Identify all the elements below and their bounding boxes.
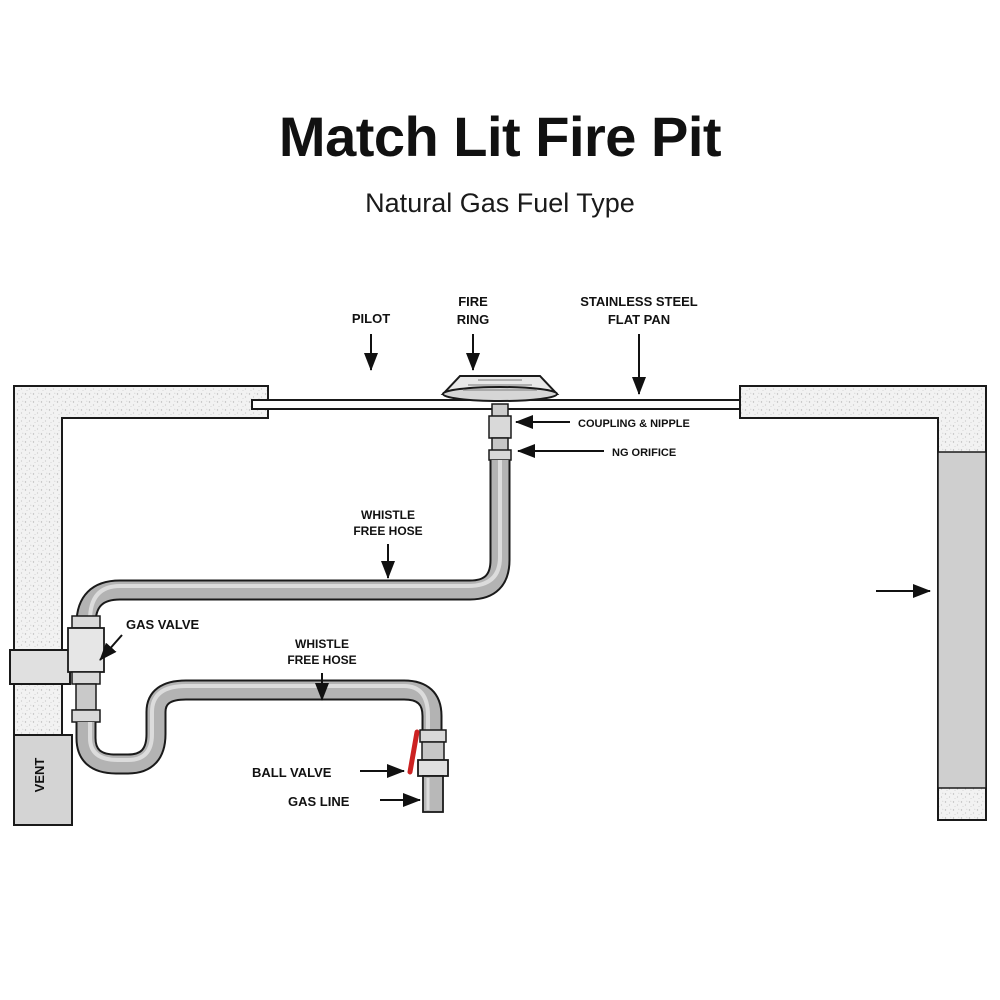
flat-pan-label-line1: STAINLESS STEEL (580, 294, 698, 309)
coupling-nipple-label: COUPLING & NIPPLE (578, 418, 690, 430)
label-whistle-free-hose-upper (353, 508, 422, 578)
right-wall-inner-liner (938, 452, 986, 788)
gas-valve-assembly (68, 616, 104, 722)
lower-hose-outline (86, 690, 432, 764)
gas-valve-body (68, 628, 104, 672)
label-gas-valve (100, 617, 200, 660)
vent-assembly (10, 650, 72, 825)
vent-duct (10, 650, 70, 684)
left-wall-masonry (14, 386, 268, 760)
whistle-hose-upper-line2: FREE HOSE (353, 524, 423, 538)
pilot-label: PILOT (351, 311, 391, 326)
whistle-hose-lower-line2: FREE HOSE (287, 653, 357, 667)
fire-ring-burner (443, 376, 557, 401)
page-subtitle: Natural Gas Fuel Type (365, 188, 635, 218)
label-flat-pan (580, 294, 698, 394)
label-coupling-nipple (516, 418, 690, 430)
label-fire-ring (457, 294, 490, 370)
fire-ring-base (443, 387, 557, 401)
label-pilot (352, 311, 390, 370)
upper-hose-highlight (90, 460, 500, 640)
ball-valve-hub (418, 760, 448, 776)
upper-hose-body (86, 460, 500, 640)
gas-line-pipe (423, 776, 443, 812)
ng-orifice-label: NG ORIFICE (612, 447, 677, 459)
ball-valve-label: BALL VALVE (252, 765, 332, 780)
ball-valve-body (422, 742, 444, 760)
orifice-collar (489, 450, 511, 460)
whistle-hose-upper-line1: WHISTLE (361, 508, 415, 522)
gas-valve-stem (76, 684, 96, 710)
gas-valve-bottom-collar (72, 672, 100, 684)
lower-whistle-free-hose (86, 686, 432, 764)
gas-line-label: GAS LINE (288, 794, 350, 809)
vent-label: VENT (32, 757, 47, 793)
gas-valve-lower-collar (72, 710, 100, 722)
upper-hose-outline (86, 460, 500, 640)
ball-valve-top-collar (420, 730, 446, 742)
label-ball-valve (252, 765, 404, 780)
ball-valve-handle[interactable] (410, 732, 417, 772)
fire-ring-label-line1: FIRE (458, 294, 488, 309)
whistle-hose-lower-line1: WHISTLE (295, 637, 349, 651)
gas-valve-label: GAS VALVE (126, 617, 200, 632)
label-ng-orifice (518, 447, 676, 459)
label-gas-line (288, 794, 420, 809)
upper-whistle-free-hose (86, 460, 500, 640)
flat-pan-label-line2: FLAT PAN (607, 312, 671, 327)
fire-ring-label-line2: RING (456, 312, 490, 327)
coupling-nipple-orifice (489, 404, 511, 460)
page-title: Match Lit Fire Pit (278, 105, 722, 168)
coupling (489, 416, 511, 438)
gas-valve-top-collar (72, 616, 100, 628)
